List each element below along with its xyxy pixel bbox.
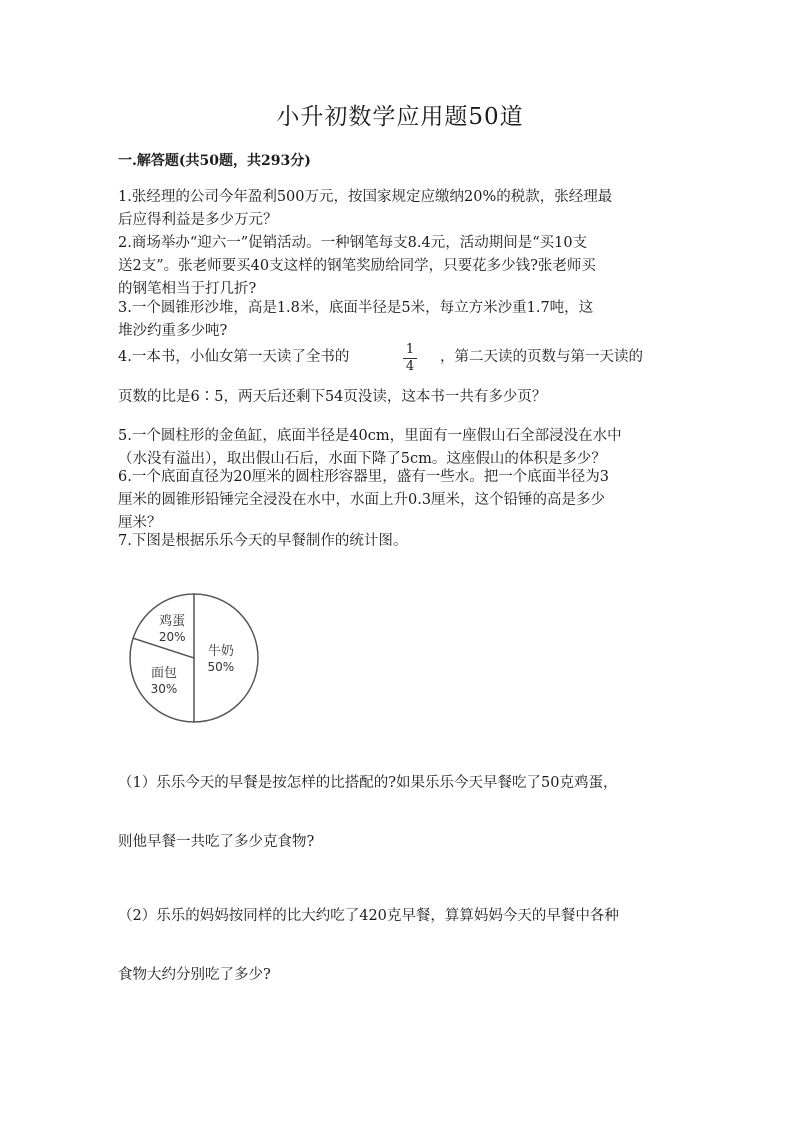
question-6-line-2: 厘米的圆锥形铅锤完全浸没在水中，水面上升0.3厘米，这个铅锤的高是多少 [118,492,606,508]
question-5 [118,425,683,471]
question-4-line-1b: ，第二天读的页数与第一天读的 [440,349,643,365]
pie-value-bread: 30% [150,681,178,696]
pie-label-milk: 牛奶 [207,644,234,659]
question-4-line-2: 页数的比是6∶5，两天后还剩下54页没读，这本书一共有多少页？ [118,389,547,405]
subquestion-1-line-2: 则他早餐一共吃了多少克食物? [118,834,315,850]
question-5-line-1: 5.一个圆柱形的金鱼缸，底面半径是40cm，里面有一座假山石全部浸没在水中 [118,428,622,444]
question-3 [118,297,683,343]
question-2-line-1: 2.商场举办“迎六一”促销活动。一种钢笔每支8.4元，活动期间是“买10支 [118,235,588,251]
question-3-line-1: 3.一个圆锥形沙堆，高是1.8米，底面半径是5米，每立方米沙重1.7吨，这 [118,300,594,316]
fraction-denominator: 4 [405,359,415,374]
question-4-fraction [398,342,422,375]
question-2-line-2: 送2支”。张老师要买40支这样的钢笔奖励给同学，只要花多少钱?张老师买 [118,258,596,274]
section-heading: 一.解答题(共50题，共293分) [118,153,311,169]
page-title: 小升初数学应用题50道 [276,104,524,130]
question-2 [118,232,683,301]
question-7: 7.下图是根据乐乐今天的早餐制作的统计图。 [118,533,408,549]
question-1-line-1: 1.张经理的公司今年盈利500万元，按国家规定应缴纳20%的税款，张经理最 [118,189,613,205]
subquestion-1-line-1: （1）乐乐今天的早餐是按怎样的比搭配的?如果乐乐今天早餐吃了50克鸡蛋， [118,775,618,791]
pie-value-milk: 50% [207,660,235,674]
fraction-numerator: 1 [405,342,415,357]
question-2-line-3: 的钢笔相当于打几折? [118,281,257,297]
question-1-line-2: 后应得利益是多少万元？ [118,212,278,228]
question-1 [118,186,683,232]
pie-label-bread: 面包 [150,665,177,681]
question-3-line-2: 堆沙约重多少吨? [118,323,228,339]
question-5-line-2: （水没有溢出），取出假山石后，水面下降了5cm。这座假山的体积是多少？ [118,451,606,467]
breakfast-pie-chart [118,590,268,730]
pie-value-egg: 20% [158,629,186,644]
question-6-line-3: 厘米？ [118,515,162,531]
question-4-line-1a: 4.一本书，小仙女第一天读了全书的 [118,349,350,365]
question-6-line-1: 6.一个底面直径为20厘米的圆柱形容器里，盛有一些水。把一个底面半径为3 [118,469,610,485]
question-6 [118,466,683,535]
subquestion-2-line-2: 食物大约分别吃了多少? [118,967,271,983]
pie-label-egg: 鸡蛋 [159,613,186,629]
subquestion-2-line-1: （2）乐乐的妈妈按同样的比大约吃了420克早餐，算算妈妈今天的早餐中各种 [118,908,619,924]
